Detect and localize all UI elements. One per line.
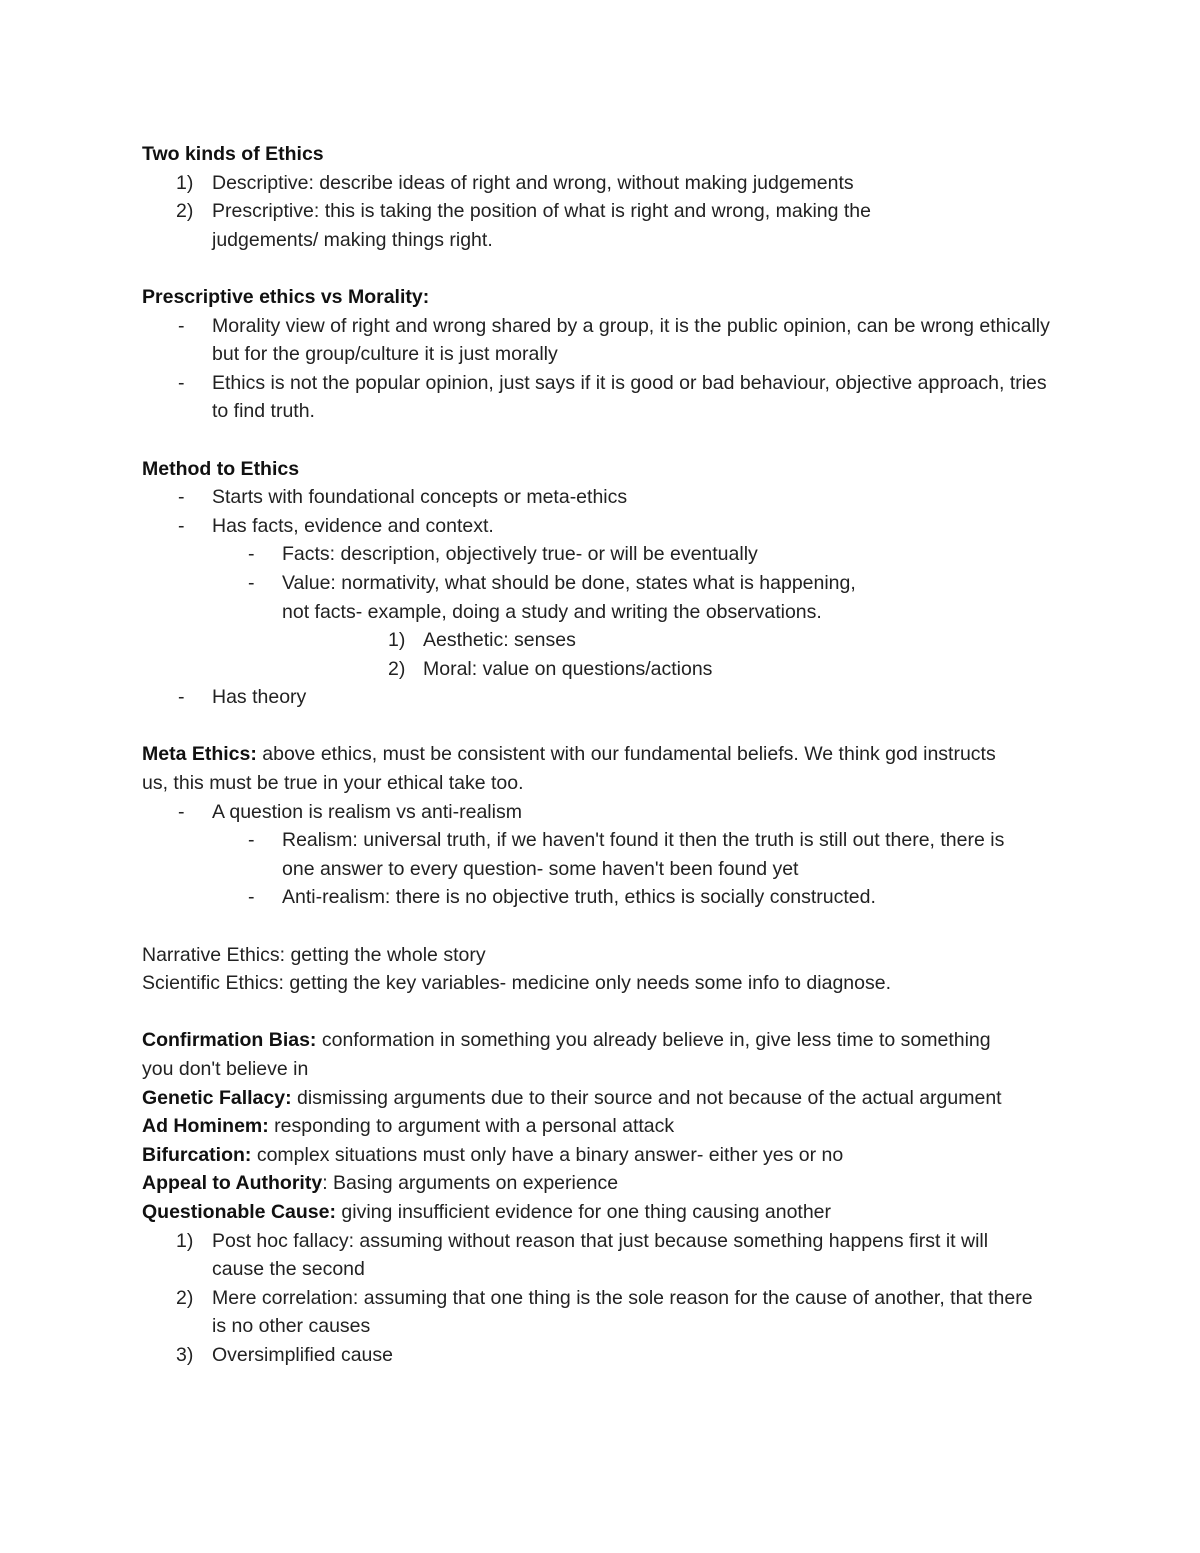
spacer	[142, 998, 1072, 1027]
list-item-text: Moral: value on questions/actions	[423, 657, 713, 680]
list-marker: 1)	[176, 1229, 194, 1252]
list-marker: 2)	[176, 200, 194, 223]
list-item	[142, 798, 1072, 827]
list-item	[142, 626, 1072, 655]
narrative-ethics: Narrative Ethics: getting the whole story	[142, 943, 486, 966]
list-item	[142, 197, 942, 254]
list-item	[142, 369, 1058, 426]
fallacy-definition	[142, 1026, 992, 1083]
definition: responding to argument with a personal attack	[268, 1115, 675, 1138]
list-marker: -	[178, 371, 185, 394]
list-marker: 1)	[176, 171, 194, 194]
list-item-text: Aesthetic: senses	[423, 629, 576, 652]
list-item-text: Realism: universal truth, if we haven't found it then the truth is still out there, there is one answer to every question- some haven't been found yet	[282, 829, 1005, 880]
list-marker: 1)	[388, 629, 406, 652]
list-item-text: Morality view of right and wrong shared by a group, it is the public opinion, can be wrong ethically but for the group/culture it is just morally	[212, 314, 1050, 366]
list-marker: 3)	[176, 1343, 194, 1366]
list-marker: -	[178, 514, 185, 537]
list-item	[142, 540, 1072, 569]
list-item-text: A question is realism vs anti-realism	[212, 800, 522, 823]
document-content	[142, 140, 1072, 1370]
list-item	[142, 683, 1072, 712]
fallacy-definition	[142, 1141, 1072, 1170]
spacer	[142, 712, 1072, 741]
list-item	[142, 1227, 1042, 1284]
definition: dismissing arguments due to their source and not because of the actual argument	[291, 1086, 1002, 1109]
list-marker: -	[248, 571, 255, 594]
spacer	[142, 912, 1072, 941]
term: Confirmation Bias:	[142, 1029, 317, 1052]
list-item-text: Descriptive: describe ideas of right and wrong, without making judgements	[212, 171, 854, 194]
term: Bifurcation:	[142, 1143, 252, 1166]
definition: above ethics, must be consistent with our fundamental beliefs. We think god instructs us, this must be true in your ethical take too.	[142, 743, 996, 795]
list-item-text: Value: normativity, what should be done, states what is happening, not facts- example, doing a study and writing the observations.	[282, 571, 856, 623]
list-marker: -	[178, 686, 185, 709]
list-item-text: Mere correlation: assuming that one thing is the sole reason for the cause of another, that there is no other causes	[212, 1286, 1033, 1338]
heading-method: Method to Ethics	[142, 457, 300, 480]
list-item	[142, 483, 1072, 512]
fallacy-definition	[142, 1169, 1072, 1198]
list-item-text: Has theory	[212, 686, 307, 709]
term: Genetic Fallacy:	[142, 1086, 292, 1109]
fallacy-definition	[142, 1112, 1072, 1141]
list-item	[142, 169, 1072, 198]
definition: giving insufficient evidence for one thing causing another	[335, 1200, 832, 1223]
list-item-text: Has facts, evidence and context.	[212, 514, 494, 537]
list-item	[142, 569, 872, 626]
list-marker: -	[248, 543, 255, 566]
fallacy-definition	[142, 1084, 1012, 1113]
list-item-text: Anti-realism: there is no objective truth, ethics is socially constructed.	[282, 886, 876, 909]
list-item-text: Post hoc fallacy: assuming without reason that just because something happens first it will cause the second	[212, 1229, 989, 1281]
spacer	[142, 254, 1072, 283]
definition: : Basing arguments on experience	[322, 1172, 619, 1195]
list-item-text: Ethics is not the popular opinion, just says if it is good or bad behaviour, objective approach, tries to find truth.	[212, 371, 1047, 423]
list-marker: -	[178, 314, 185, 337]
list-marker: -	[178, 800, 185, 823]
list-marker: 2)	[176, 1286, 194, 1309]
heading-two-kinds: Two kinds of Ethics	[142, 143, 324, 165]
term: Meta Ethics:	[142, 743, 257, 766]
term: Appeal to Authority	[142, 1172, 323, 1195]
list-marker: -	[178, 486, 185, 509]
list-marker: 2)	[388, 657, 406, 680]
list-item	[142, 826, 1012, 883]
list-marker: -	[248, 886, 255, 909]
list-marker: -	[248, 829, 255, 852]
list-item-text: Oversimplified cause	[212, 1343, 393, 1366]
meta-ethics-paragraph	[142, 740, 1012, 797]
scientific-ethics: Scientific Ethics: getting the key variables- medicine only needs some info to diagnose.	[142, 972, 891, 995]
list-item	[142, 883, 1072, 912]
list-item	[142, 1341, 1072, 1370]
list-item	[142, 512, 1072, 541]
term: Ad Hominem:	[142, 1115, 269, 1138]
definition: conformation in something you already believe in, give less time to something you don't believe in	[142, 1029, 991, 1080]
list-item-text: Starts with foundational concepts or meta-ethics	[212, 486, 628, 509]
list-item	[142, 655, 1072, 684]
spacer	[142, 426, 1072, 455]
term: Questionable Cause:	[142, 1200, 336, 1223]
heading-prescriptive-vs-morality: Prescriptive ethics vs Morality:	[142, 285, 430, 308]
fallacy-definition	[142, 1198, 1072, 1227]
list-item	[142, 1284, 1042, 1341]
list-item-text: Facts: description, objectively true- or will be eventually	[282, 543, 758, 566]
definition: complex situations must only have a binary answer- either yes or no	[251, 1143, 844, 1166]
list-item-text: Prescriptive: this is taking the position of what is right and wrong, making the judgements/ making things right.	[212, 200, 871, 251]
list-item	[142, 312, 1058, 369]
